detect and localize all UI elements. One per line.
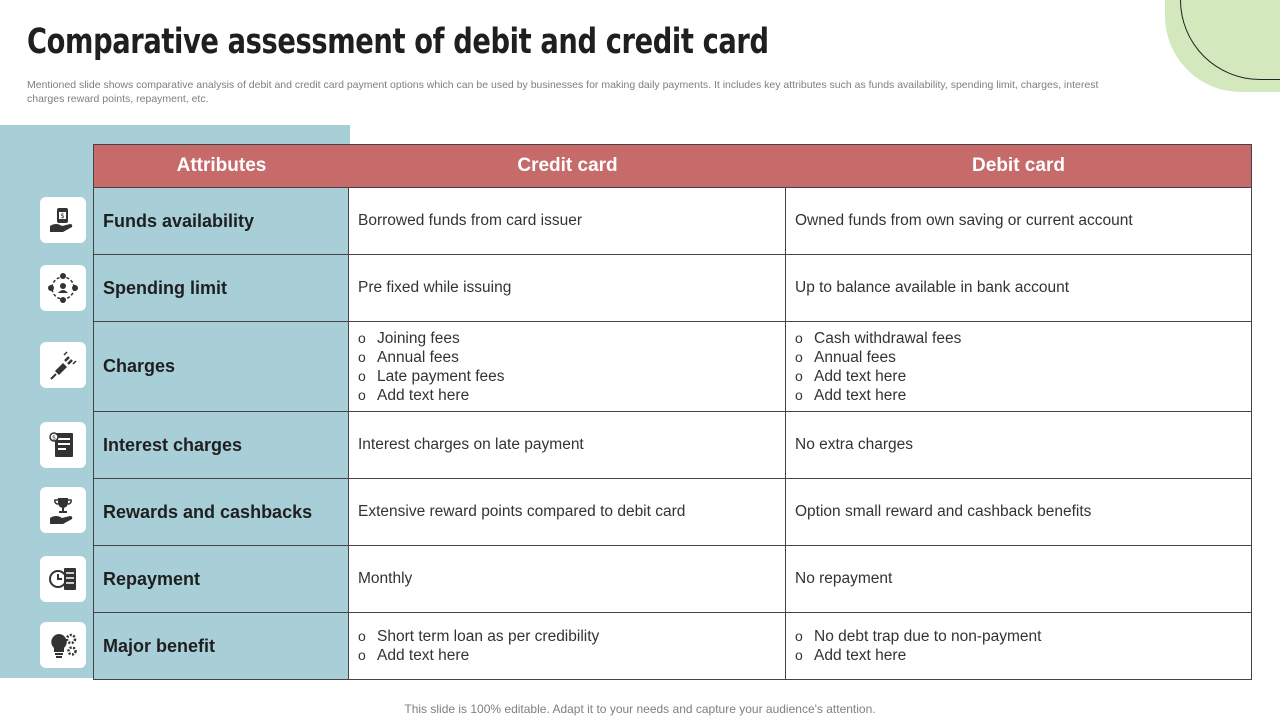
bullet-icon: o xyxy=(795,367,803,384)
bullet-icon: o xyxy=(795,647,803,663)
bullet-icon: o xyxy=(795,386,803,403)
debit-value: Owned funds from own saving or current account xyxy=(786,188,1251,254)
bullet-icon: o xyxy=(358,628,366,644)
bullet-icon: o xyxy=(358,329,366,346)
attribute-label: Interest charges xyxy=(94,412,349,478)
trophy-hand-icon xyxy=(40,487,86,533)
header-credit-card: Credit card xyxy=(349,145,786,187)
credit-bullet-list xyxy=(358,627,599,665)
bullet-icon: o xyxy=(795,329,803,346)
attribute-label: Spending limit xyxy=(94,255,349,321)
bullet-icon: o xyxy=(358,367,366,384)
credit-value: Monthly xyxy=(349,546,786,612)
credit-value: Borrowed funds from card issuer xyxy=(349,188,786,254)
svg-text:$: $ xyxy=(52,434,56,442)
attribute-label: Repayment xyxy=(94,546,349,612)
header-attributes: Attributes xyxy=(94,145,349,187)
bullet-icon: o xyxy=(795,348,803,365)
debit-value: Option small reward and cashback benefits xyxy=(786,479,1251,545)
svg-text:$: $ xyxy=(60,212,65,220)
list-item: o No debt trap due to non-payment xyxy=(795,628,1042,645)
footer-note: This slide is 100% editable. Adapt it to your needs and capture your audience's attention. xyxy=(404,702,876,716)
table-row xyxy=(94,612,1251,679)
money-hand-icon xyxy=(40,197,86,243)
list-item: o Cash withdrawal fees xyxy=(795,329,962,347)
comparison-table xyxy=(93,144,1252,680)
header-debit-card: Debit card xyxy=(786,145,1251,187)
debit-bullet-list xyxy=(795,627,1041,665)
credit-value: Interest charges on late payment xyxy=(349,412,786,478)
debit-value: No repayment xyxy=(786,546,1251,612)
table-header-row xyxy=(94,145,1251,187)
list-item: o Add text here xyxy=(358,647,470,664)
debit-value xyxy=(786,322,1251,411)
attribute-label: Rewards and cashbacks xyxy=(94,479,349,545)
attribute-label: Major benefit xyxy=(94,613,349,679)
debit-value: No extra charges xyxy=(786,412,1251,478)
table-row xyxy=(94,478,1251,545)
credit-value xyxy=(349,613,786,679)
bullet-icon: o xyxy=(358,647,366,663)
debit-bullet-list xyxy=(795,329,961,405)
debit-value: Up to balance available in bank account xyxy=(786,255,1251,321)
schedule-checklist-icon xyxy=(40,556,86,602)
credit-value: Extensive reward points compared to debit card xyxy=(349,479,786,545)
attribute-label: Funds availability xyxy=(94,188,349,254)
list-item: o Late payment fees xyxy=(358,367,505,385)
list-item: o Annual fees xyxy=(795,348,896,366)
bullet-icon: o xyxy=(358,386,366,403)
user-network-icon xyxy=(40,265,86,311)
table-row xyxy=(94,254,1251,321)
invoice-icon xyxy=(40,422,86,468)
bullet-icon: o xyxy=(795,628,803,644)
table-row xyxy=(94,321,1251,411)
table-row xyxy=(94,187,1251,254)
list-item: o Short term loan as per credibility xyxy=(358,628,600,645)
plug-icon xyxy=(40,342,86,388)
list-item: o Add text here xyxy=(358,386,470,404)
debit-value xyxy=(786,613,1251,679)
page-subtitle: Mentioned slide shows comparative analysis of debit and credit card payment options which can be used by businesses for making daily payments. It includes key attributes such as funds availability, spending limit, charges, interest charges reward points, repayment, etc. xyxy=(27,79,1099,105)
table-row xyxy=(94,411,1251,478)
list-item: o Annual fees xyxy=(358,348,459,366)
page-title: Comparative assessment of debit and credit card xyxy=(27,22,769,62)
list-item: o Add text here xyxy=(795,386,907,404)
bullet-icon: o xyxy=(358,348,366,365)
credit-value xyxy=(349,322,786,411)
list-item: o Add text here xyxy=(795,367,907,385)
bulb-gears-icon xyxy=(40,622,86,668)
credit-value: Pre fixed while issuing xyxy=(349,255,786,321)
list-item: o Joining fees xyxy=(358,329,460,347)
list-item: o Add text here xyxy=(795,647,907,664)
attribute-label: Charges xyxy=(94,322,349,411)
table-row xyxy=(94,545,1251,612)
credit-bullet-list xyxy=(358,329,505,405)
